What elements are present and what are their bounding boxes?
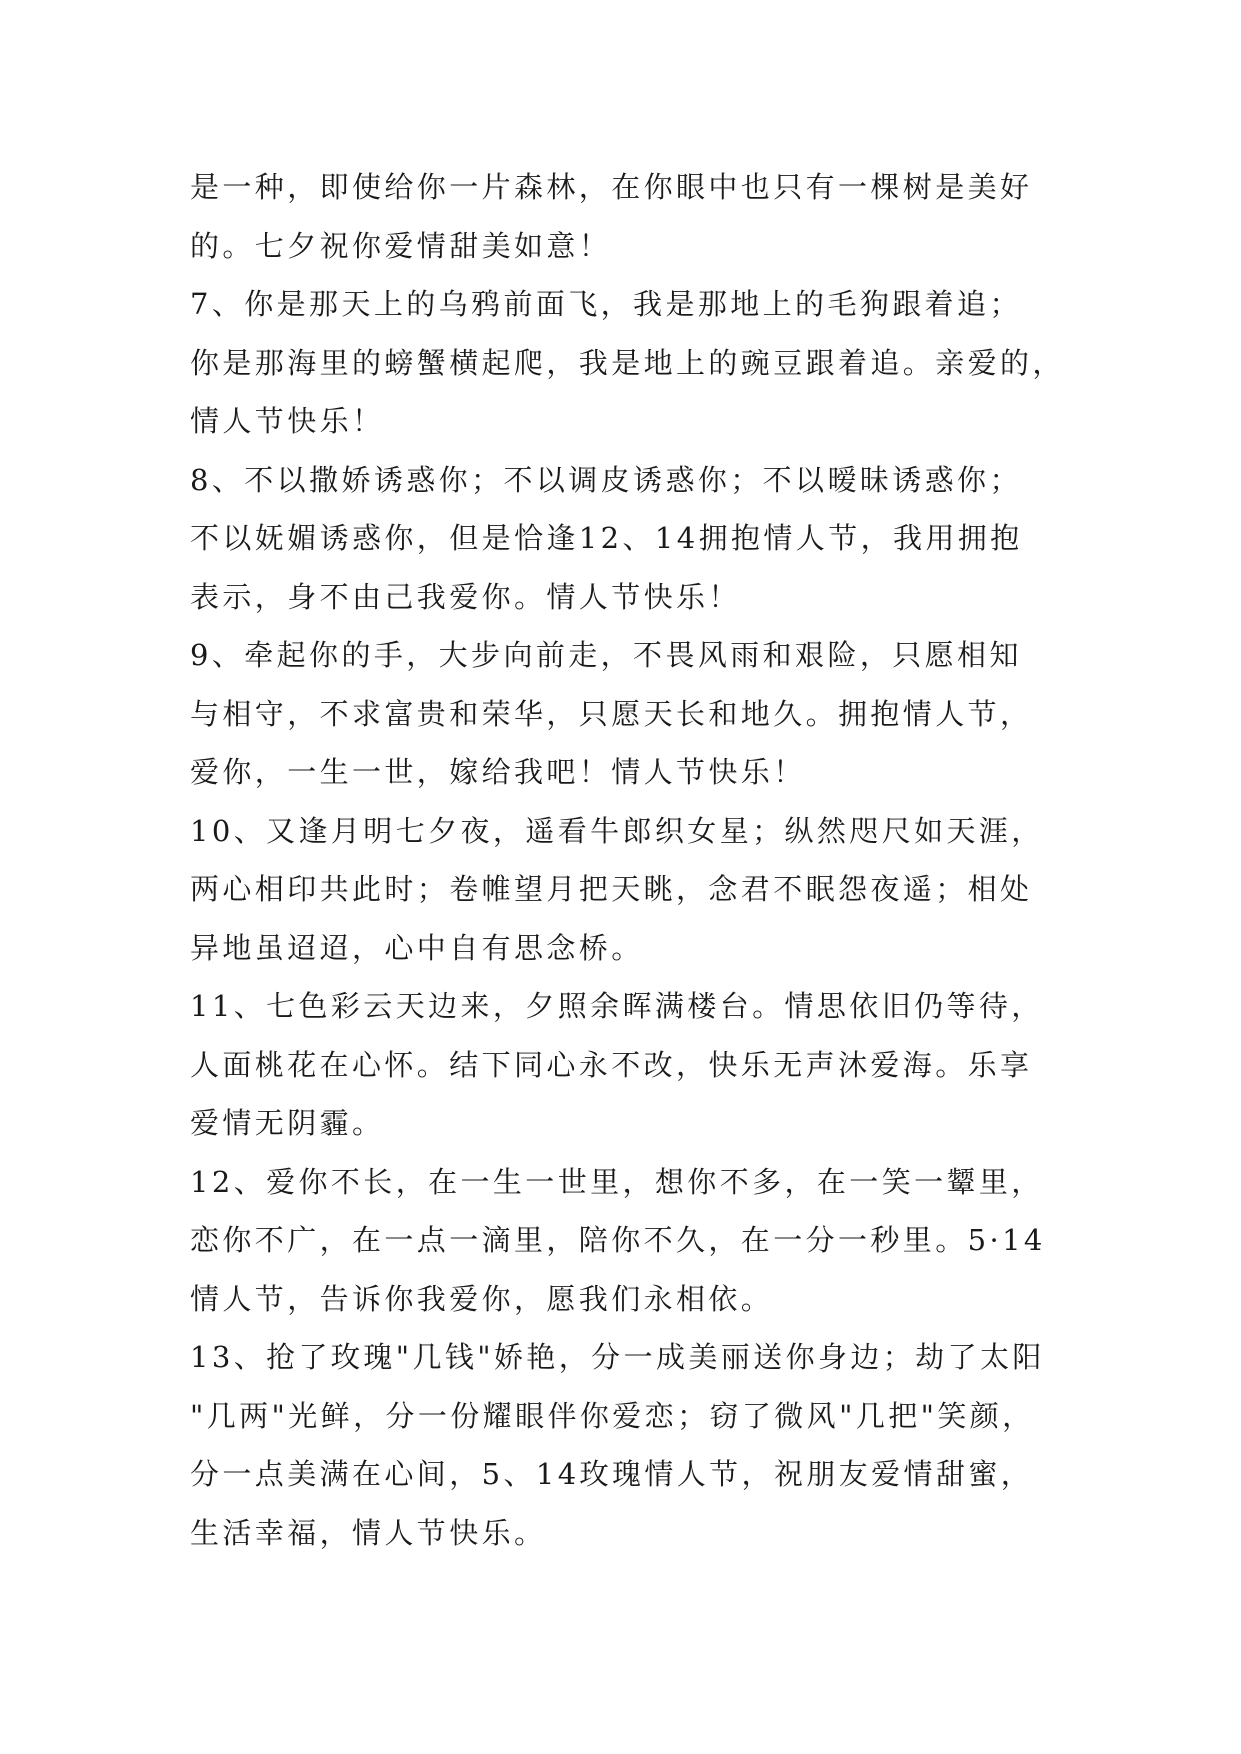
text-line: 情人节，告诉你我爱你，愿我们永相依。 <box>190 1281 774 1316</box>
text-line: 与相守，不求富贵和荣华，只愿天长和地久。拥抱情人节， <box>190 696 1033 731</box>
text-line: 爱情无阴霾。 <box>190 1106 385 1140</box>
text-line: 异地虽迢迢，心中自有思念桥。 <box>190 930 644 965</box>
text-line: 恋你不广，在一点一滴里，陪你不久，在一分一秒里。5·14 <box>190 1223 1046 1257</box>
text-line: 表示，身不由己我爱你。情人节快乐！ <box>190 579 741 614</box>
text-line: 两心相印共此时；卷帷望月把天眺，念君不眠怨夜遥；相处 <box>190 872 1033 906</box>
text-line: 8、不以撒娇诱惑你；不以调皮诱惑你；不以暧昧诱惑你； <box>190 462 1022 497</box>
text-line: 不以妩媚诱惑你，但是恰逢12、14拥抱情人节，我用拥抱 <box>190 521 1023 555</box>
text-line: 7、你是那天上的乌鸦前面飞，我是那地上的毛狗跟着追； <box>190 287 1022 321</box>
text-line: 10、又逢月明七夕夜，遥看牛郎织女星；纵然咫尺如天涯， <box>190 813 1044 848</box>
text-line: 情人节快乐！ <box>190 404 385 438</box>
text-line: 是一种，即使给你一片森林，在你眼中也只有一棵树是美好 <box>190 170 1033 204</box>
text-line: 12、爱你不长，在一生一世里，想你不多，在一笑一颦里， <box>190 1164 1044 1199</box>
text-line: 的。七夕祝你爱情甜美如意！ <box>190 228 612 263</box>
text-line: 分一点美满在心间，5、14玫瑰情人节，祝朋友爱情甜蜜， <box>190 1457 1034 1491</box>
text-line: "几两"光鲜，分一份耀眼伴你爱恋；窃了微风"几把"笑颜， <box>190 1398 1035 1433</box>
text-line: 13、抢了玫瑰"几钱"娇艳，分一成美丽送你身边；劫了太阳 <box>190 1340 1045 1374</box>
text-line: 11、七色彩云天边来，夕照余晖满楼台。情思依旧仍等待， <box>190 989 1044 1023</box>
document-body-text <box>190 158 1070 1562</box>
text-line: 9、牵起你的手，大步向前走，不畏风雨和艰险，只愿相知 <box>190 638 1022 672</box>
text-line: 你是那海里的螃蟹横起爬，我是地上的豌豆跟着追。亲爱的， <box>190 345 1065 380</box>
text-line: 生活幸福，情人节快乐。 <box>190 1515 547 1550</box>
text-line: 人面桃花在心怀。结下同心永不改，快乐无声沐爱海。乐享 <box>190 1047 1033 1082</box>
text-line: 爱你，一生一世，嫁给我吧！情人节快乐！ <box>190 755 806 789</box>
